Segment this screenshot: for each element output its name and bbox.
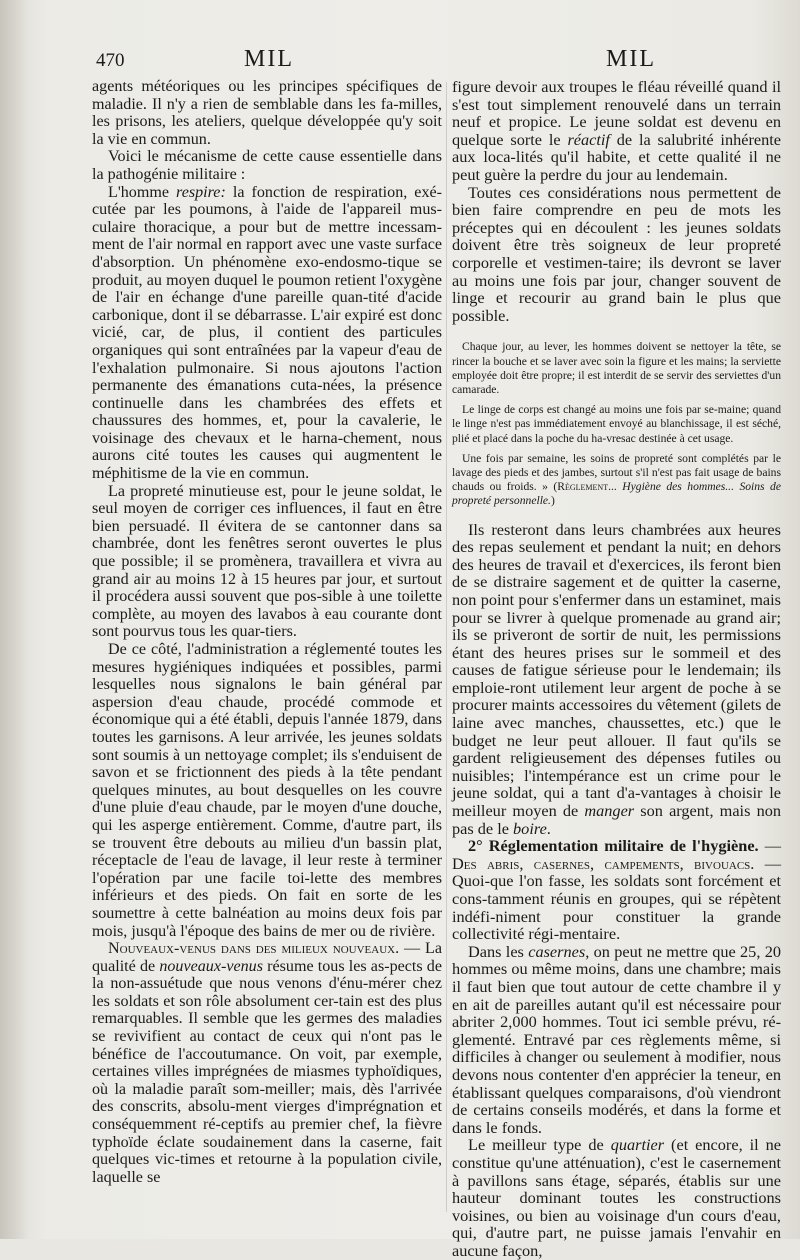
paragraph-text: , on peut ne mettre que 25, 20 hommes ou même moins, dans une chambre; mais il faut bien que tout autour de cette chambre il y en ait de pareilles autant qu'il est nécessaire pour abriter 2,000 hommes. Tout ici semble prévu, ré-glementé. Entravé par ces règlements même, si difficiles à changer ou seulement à modifier, nous devons nous contenter d'en apprécier la teneur, en établissant quelques comparaisons, d'où viendront de certains conseils modérés, et dans la forme et dans le fonds. (452, 941, 782, 1137)
paragraph-text: agents météoriques ou les principes spécifiques de maladie. Il n'y a rien de semblable dans les fa-milles, les prisons, les ateliers, quelque développée qu'y soit la vie en commun. (92, 78, 442, 148)
paragraph (452, 78, 781, 184)
quote-text: ) (550, 494, 555, 508)
paragraph-text: Dans les (468, 941, 529, 961)
paragraph-text: Ils resteront dans leurs chambrées aux heures des repas seulement et pendant la nuit; en dehors des heures de travail et d'exercices, ils feront bien de se distraire sagement et de quitter la caserne, non point pour s'enfermer dans un estaminet, mais pour se livrer à quelque promenade au grand air; ils se priveront de sortir de nuit, les permissions étant des heures prises sur le sommeil et des causes de fatigue sérieuse pour le lendemain; ils emploie-ront utilement leur argent de poche à se procurer maints accessoires du vêtement (gilets de laine avec manches, chaussettes, etc.) que le budget ne leur peut allouer. Il faut qu'ils se gardent religieusement des dépenses futiles ou nuisibles; l'intempérance est un crime pour le jeune soldat, qui a tant d'a-vantages à choisir le meilleur moyen de (452, 519, 781, 821)
italic-text: réactif (567, 129, 610, 149)
paragraph-text: son argent, mais non pas de le (452, 801, 781, 838)
paragraph-text: de la salubrité inhérente aux loca-lités qu'il habite, et cette qualité il ne peut guère la perdre du jour au lendemain. (452, 129, 782, 184)
section-heading: 2° Réglementation militaire de l'hygiène. (468, 836, 759, 856)
paragraph (92, 184, 442, 483)
paragraph-text: Toutes ces considérations nous permettent de bien faire comprendre en peu de mots les préceptes qui en découlent : les jeunes soldats doivent être très soigneux de leur propreté corporelle et vestimen-taire; ils devront se laver au moins une fois par jour, changer souvent de linge et recourir au grand bain le plus que possible. (452, 182, 781, 325)
quote-text: Le linge de corps est changé au moins une fois par se-maine; quand le linge n'est pas immédiatement envoyé au blanchissage, il est séché, plié et placé dans la poche du ha-vresac destinée à cet usage. (452, 403, 781, 445)
italic-text: nouveaux-venus (159, 957, 263, 975)
paragraph-text: . (546, 818, 551, 838)
page-header (0, 44, 800, 74)
citation-source: Règlement... (557, 480, 617, 494)
paragraph-text: Le meilleur type de (468, 1135, 611, 1155)
paragraph-text: la fonction de respiration, exé-cutée par les poumons, à l'aide de l'appareil mus-culaire thoracique, a pour but de mettre incessam-ment de l'air normal en rapport avec une vaste surface d'absorption. Un phénomène exo-endosmo-tique se produit, au moyen duquel le poumon retient l'oxygène de l'air en échange d'une pareille quan-tité d'acide carbonique, dont il se débarrasse. L'air expiré est donc vicié, car, de plus, il contient des particules organiques qui sont entraînées par la vapeur d'eau de l'exhalation pulmonaire. Si nous ajoutons l'action permanente des émanations cuta-nées, la présence continuelle dans les chambrées des effets et chaussures des hommes, et, pour la cavalerie, le voisinage des chevaux et le harna-chement, nous aurons cité toutes les causes qui augmentent le méphitisme de la vie en commun. (92, 183, 442, 483)
regulation-quote (452, 403, 781, 446)
paragraph-text: — Quoi-que l'on fasse, les soldats sont forcément et cons-tamment réunis en groupes, qui se répètent indéfi-niment pour constituer la grande collectivité régi-mentaire. (452, 853, 781, 944)
paragraph-text: Voici le mécanisme de cette cause essentielle dans la pathogénie militaire : (92, 148, 442, 183)
paragraph (92, 940, 442, 1186)
paragraph (452, 521, 781, 838)
regulation-quote (452, 452, 781, 509)
paragraph-text: De ce côté, l'administration a réglementé toutes les mesures hygiéniques indiquées et possibles, parmi lesquelles nous signalons le bain général par aspersion d'eau chaude, procédé commode et économique qui a été établi, depuis l'année 1879, dans toutes les garnisons. A leur arrivée, les jeunes soldats sont soumis à un nettoyage complet; ils s'enduisent de savon et se frictionnent des pieds à la tête pendant quelques minutes, au bout desquelles on les couvre d'une pluie d'eau chaude, par le moyen d'une douche, qui les asperge entièrement. Comme, d'autre part, ils se trouvent être debouts au milieu d'un bassin plat, réceptacle de l'eau de lavage, il leur reste à terminer l'opération par une facile toi-lette des membres inférieurs et des pieds. On fait en sorte de les soumettre à cette balnéation au moins deux fois par mois, jusqu'à l'époque des bains de mer ou de rivière. (92, 641, 442, 940)
paragraph (92, 148, 442, 183)
italic-text: boire (513, 818, 547, 838)
paragraph-text: La propreté minutieuse est, pour le jeune soldat, le seul moyen de corriger ces influences, il faut en être bien persuadé. Il évitera de se cantonner dans sa chambrée, dont les fenêtres seront ouvertes le plus que possible; il se promènera, travaillera et vivra au grand air au moins 12 à 15 heures par jour, et surtout il procédera aussi souvent que pos-sible à une toilette complète, au moyen des lavabos à eau courante dont sont pourvus tous les quar-tiers. (92, 482, 442, 641)
binding-shadow (0, 0, 28, 1239)
running-head-left: MIL (244, 46, 294, 72)
paragraph (452, 1136, 781, 1259)
paragraph (452, 943, 781, 1137)
section-heading: Nouveaux-venus dans des milieux nouveaux. — (108, 940, 421, 958)
right-column (452, 78, 781, 1259)
paragraph (92, 483, 442, 641)
italic-text: quartier (610, 1135, 665, 1155)
quote-text: Une fois par semaine, les soins de propreté sont complétés par le lavage des pieds et des jambes, surtout s'il n'est pas fait usage de bains chauds ou froids. » ( (452, 451, 781, 494)
subsection-heading: Des abris, casernes, campements, bivouacs. (452, 853, 755, 873)
paragraph (92, 78, 442, 148)
quote-text: Chaque jour, au lever, les hommes doivent se nettoyer la tête, se rincer la bouche et se laver avec soin la figure et les mains; la serviette employée doit être propre; il est interdit de se servir des serviettes d'un camarade. (452, 340, 781, 396)
paragraph-text: — (758, 836, 782, 856)
paragraph-text: figure devoir aux troupes le fléau réveillé quand il s'est tout simplement renouvelé dans un terrain neuf et propice. Le jeune soldat est devenu en quelque sorte le (452, 77, 781, 149)
left-column (92, 78, 442, 1186)
page-number: 470 (96, 50, 125, 71)
italic-text: casernes (528, 941, 586, 961)
running-head-right: MIL (606, 46, 656, 72)
paragraph-text: La qualité de (92, 940, 442, 975)
column-divider (446, 82, 447, 1212)
paragraph-text: résume tous les as-pects de la non-assuétude que nous venons d'énu-mérer chez les soldats et son rôle absolument cer-tain est des plus remarquables. Il semble que les germes des maladies se revivifient au contact de ceux qui n'ont pas le bénéfice de l'accoutumance. On voit, par exemple, certaines villes imprégnées de miasmes typhoïdiques, où la maladie paraît som-meiller; mais, dès l'arrivée des conscrits, absolu-ment vierges d'imprégnation et conséquemment ré-ceptifs au premier chef, la fièvre typhoïde éclate soudainement dans la caserne, fait quelques vic-times et retourne à la population civile, laquelle se (92, 957, 442, 1186)
citation-title: Hygiène des hommes... Soins de propreté personnelle. (452, 480, 781, 508)
regulation-quote (452, 340, 781, 397)
paragraph (92, 641, 442, 940)
italic-text: manger (584, 801, 635, 821)
paragraph (452, 837, 781, 943)
paragraph-text: L'homme (108, 183, 177, 201)
paragraph-text: (et encore, il ne constitue qu'une atténuation), c'est le casernement à pavillons sans étage, séparés, établis sur une hauteur dominant toutes les constructions voisines, ou bien au voisinage d'un cours d'eau, qui, d'autre part, ne puisse jamais l'envahir en aucune façon, (452, 1135, 781, 1260)
italic-text: respire: (176, 183, 226, 201)
paragraph (452, 184, 781, 325)
